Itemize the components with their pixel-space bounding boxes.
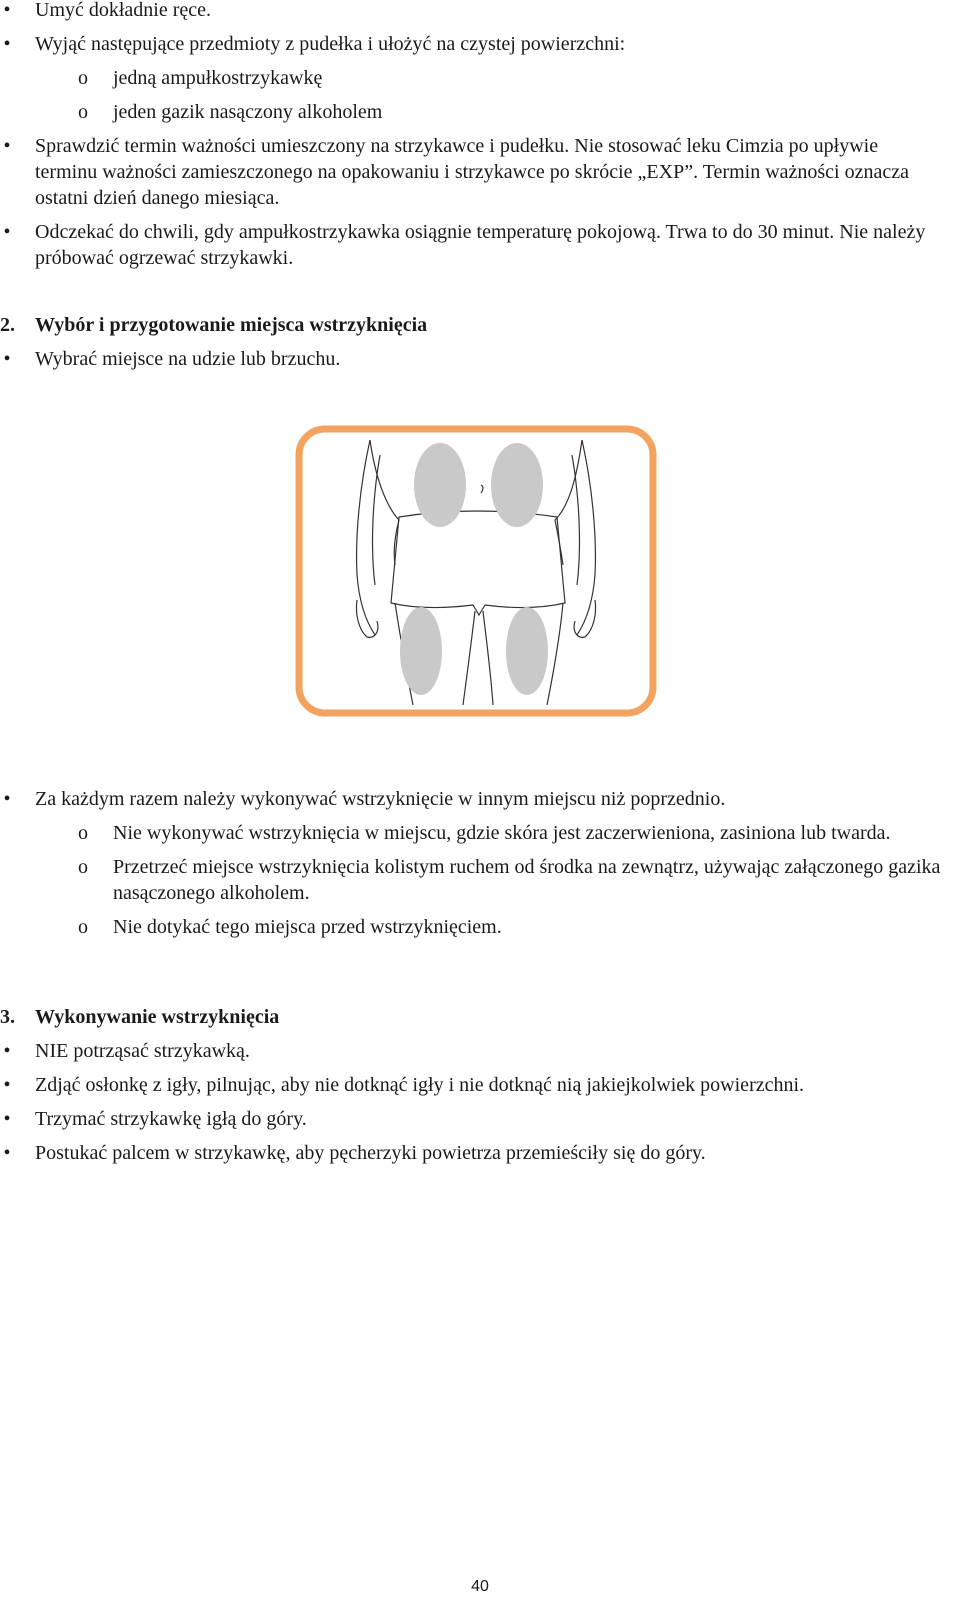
section-heading: 2. Wybór i przygotowanie miejsca wstrzyknięcia — [0, 314, 428, 336]
section-2-continued — [0, 786, 945, 940]
sub-bullet-icon: o — [78, 856, 88, 878]
section-3 — [0, 1004, 945, 1166]
site-thigh-left — [400, 607, 442, 695]
sub-bullet-icon: o — [78, 822, 88, 844]
section-1-list — [0, 0, 945, 271]
site-abdomen-right — [491, 443, 543, 527]
site-abdomen-left — [414, 443, 466, 527]
section-2 — [0, 312, 945, 372]
bullet-icon — [0, 346, 14, 372]
bullet-icon — [0, 1038, 14, 1064]
list-item: • Umyć dokładnie ręce. — [0, 0, 945, 23]
list-item: • Sprawdzić termin ważności umieszczony na strzykawce i pudełku. Nie stosować leku Cimzia po upływie terminu ważności zamieszczonego na opakowaniu i strzykawce po skrócie „EXP”. Termin ważności oznacza ostatni dzień danego miesiąca. — [0, 133, 945, 211]
list-item: • Trzymać strzykawkę igłą do góry. — [0, 1106, 945, 1132]
injection-sites-illustration — [295, 425, 657, 717]
list-item: • Zdjąć osłonkę z igły, pilnując, aby nie dotknąć igły i nie dotknąć nią jakiejkolwiek powierzchni. — [0, 1072, 945, 1098]
list-item: • Za każdym razem należy wykonywać wstrzyknięcie w innym miejscu niż poprzednio. — [0, 786, 945, 812]
list-item: • Postukać palcem w strzykawkę, aby pęcherzyki powietrza przemieściły się do góry. — [0, 1140, 945, 1166]
sub-bullet-icon: o — [78, 916, 88, 938]
bullet-icon — [0, 1106, 14, 1132]
page-number: 40 — [471, 1578, 489, 1595]
section-heading: 3. Wykonywanie wstrzyknięcia — [0, 1006, 280, 1028]
list-item: • Wybrać miejsce na udzie lub brzuchu. — [0, 346, 945, 372]
sub-bullet-icon: o — [78, 101, 88, 123]
list-item: • Wyjąć następujące przedmioty z pudełka i ułożyć na czystej powierzchni: — [0, 31, 945, 57]
site-thigh-right — [506, 607, 548, 695]
bullet-icon — [0, 1140, 14, 1166]
bullet-icon — [0, 0, 14, 23]
sub-list-item: o jeden gazik nasączony alkoholem — [78, 101, 383, 123]
bullet-icon — [0, 133, 14, 159]
sub-list-item: o Przetrzeć miejsce wstrzyknięcia kolistym ruchem od środka na zewnątrz, używając załączonego gazika nasączonego alkoholem. — [78, 856, 941, 904]
sub-bullet-icon: o — [78, 67, 88, 89]
bullet-icon — [0, 786, 14, 812]
sub-list-item: o Nie wykonywać wstrzyknięcia w miejscu, gdzie skóra jest zaczerwieniona, zasiniona lub twarda. — [78, 822, 891, 844]
bullet-icon — [0, 31, 14, 57]
sub-list-item: o jedną ampułkostrzykawkę — [78, 67, 323, 89]
list-item: • Odczekać do chwili, gdy ampułkostrzykawka osiągnie temperaturę pokojową. Trwa to do 30 minut. Nie należy próbować ogrzewać strzykawki. — [0, 219, 945, 271]
bullet-icon — [0, 1072, 14, 1098]
body-outline — [356, 440, 595, 705]
injection-sites — [400, 443, 548, 695]
bullet-icon — [0, 219, 14, 245]
sub-list-item: o Nie dotykać tego miejsca przed wstrzyknięciem. — [78, 916, 502, 938]
figure-frame — [299, 429, 653, 713]
list-item: • NIE potrząsać strzykawką. — [0, 1038, 945, 1064]
